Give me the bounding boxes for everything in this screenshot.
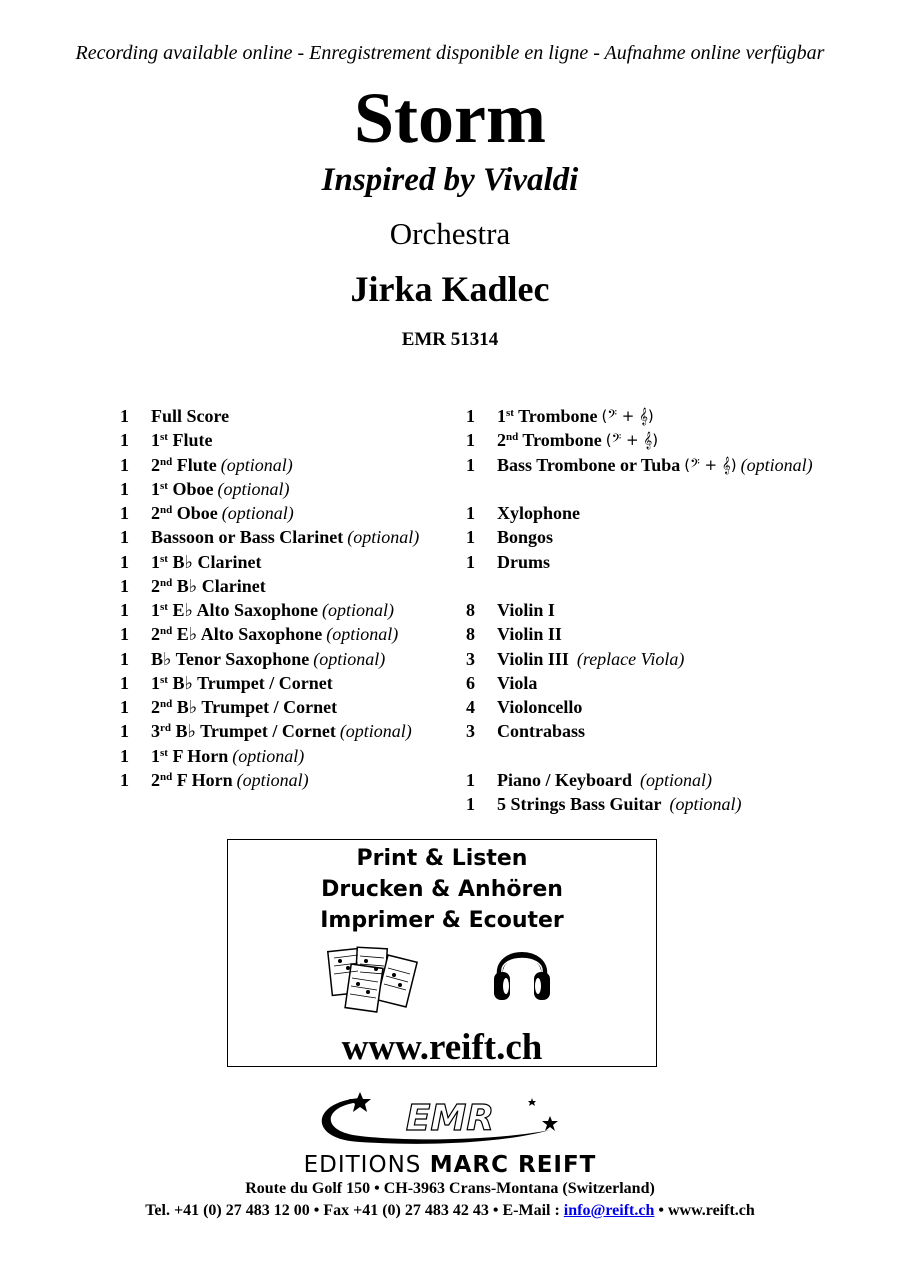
part-label: Contrabass bbox=[497, 721, 586, 742]
part-optional-note: (optional) bbox=[740, 454, 813, 475]
part-name bbox=[497, 501, 580, 525]
part-label: Xylophone bbox=[497, 503, 581, 523]
part-row bbox=[466, 647, 886, 671]
publisher-address: Route du Golf 150 • CH-3963 Crans-Montana (Switzerland) bbox=[245, 1180, 655, 1197]
part-row bbox=[466, 719, 886, 743]
part-label: Flute bbox=[172, 454, 217, 475]
part-quantity: 1 bbox=[466, 430, 475, 451]
publisher-contact bbox=[0, 1202, 900, 1220]
part-row bbox=[120, 647, 460, 671]
part-label: Violin I bbox=[497, 600, 555, 620]
part-label: B♭ Trumpet / Cornet bbox=[172, 697, 338, 717]
publisher-name bbox=[0, 1152, 900, 1178]
part-label: Trombone bbox=[513, 406, 598, 426]
part-optional-note: (optional) bbox=[313, 648, 386, 669]
part-row bbox=[120, 574, 460, 598]
part-quantity: 1 bbox=[120, 648, 129, 669]
part-name bbox=[497, 647, 569, 671]
part-quantity: 1 bbox=[120, 478, 129, 499]
part-optional-note: (optional) bbox=[326, 624, 399, 645]
part-quantity: 1 bbox=[120, 527, 129, 548]
part-label: Violoncello bbox=[497, 697, 583, 717]
part-ordinal-suffix: nd bbox=[160, 770, 173, 783]
part-optional-note: (optional) bbox=[220, 454, 293, 475]
part-name bbox=[151, 671, 333, 695]
part-row bbox=[466, 695, 886, 719]
part-row bbox=[466, 744, 886, 768]
email-link[interactable]: info@reift.ch bbox=[563, 1202, 655, 1219]
recording-note: Recording available online - Enregistrement disponible en ligne - Aufnahme online verfügbar bbox=[75, 42, 825, 64]
part-name bbox=[497, 671, 537, 695]
part-optional-note: (optional) bbox=[669, 794, 742, 814]
part-quantity bbox=[466, 477, 497, 501]
part-ordinal-suffix: st bbox=[160, 673, 168, 686]
part-label: Violin II bbox=[497, 624, 562, 645]
part-ordinal: 1 bbox=[497, 406, 506, 426]
part-row bbox=[120, 768, 460, 792]
part-label: B♭ Clarinet bbox=[172, 575, 266, 596]
part-row bbox=[466, 792, 886, 816]
emr-logo-text: EMR bbox=[405, 1098, 495, 1139]
part-label: Drums bbox=[497, 551, 550, 572]
part-name bbox=[497, 525, 553, 549]
part-name bbox=[497, 622, 562, 646]
part-name bbox=[151, 744, 228, 768]
part-ordinal-suffix: st bbox=[506, 407, 514, 419]
part-ordinal: 1 bbox=[151, 745, 160, 766]
part-quantity bbox=[466, 574, 497, 598]
ensemble: Orchestra bbox=[389, 216, 511, 251]
part-row bbox=[120, 525, 460, 549]
part-name bbox=[151, 719, 336, 743]
part-row bbox=[466, 428, 886, 452]
parts-list-left bbox=[120, 404, 460, 792]
part-label: B♭ Clarinet bbox=[167, 551, 262, 572]
part-optional-note: (optional) bbox=[221, 503, 294, 523]
part-ordinal-suffix: nd bbox=[160, 504, 173, 516]
part-row bbox=[120, 428, 460, 452]
part-label: Violin III bbox=[497, 648, 569, 669]
part-optional-note: (replace Viola) bbox=[576, 648, 685, 669]
part-ordinal: 2 bbox=[151, 697, 160, 717]
part-quantity: 1 bbox=[466, 794, 475, 814]
part-name bbox=[151, 598, 318, 622]
publisher-name-1: EDITIONS bbox=[303, 1152, 430, 1178]
part-row bbox=[466, 453, 886, 477]
part-label: B♭ Trumpet / Cornet bbox=[167, 672, 333, 693]
part-ordinal-suffix: nd bbox=[160, 625, 173, 638]
part-label: 5 Strings Bass Guitar bbox=[497, 794, 662, 814]
subtitle: Inspired by Vivaldi bbox=[321, 162, 579, 198]
part-label: E♭ Alto Saxophone bbox=[172, 624, 323, 645]
part-row bbox=[120, 598, 460, 622]
part-name bbox=[151, 647, 309, 671]
part-label: Piano / Keyboard bbox=[497, 769, 633, 790]
part-name bbox=[151, 501, 218, 525]
part-ordinal-suffix: nd bbox=[160, 455, 173, 468]
part-name bbox=[497, 719, 585, 743]
part-name bbox=[151, 404, 229, 428]
part-label: Full Score bbox=[151, 406, 230, 426]
part-label: F Horn bbox=[172, 769, 233, 790]
part-ordinal: 1 bbox=[151, 672, 160, 693]
part-label: E♭ Alto Saxophone bbox=[167, 600, 318, 620]
part-name bbox=[151, 695, 337, 719]
part-ordinal: 2 bbox=[151, 503, 160, 523]
part-row bbox=[466, 768, 886, 792]
part-row bbox=[120, 744, 460, 768]
part-ordinal-suffix: st bbox=[160, 431, 168, 444]
part-name bbox=[151, 453, 217, 477]
part-row bbox=[120, 477, 460, 501]
part-ordinal-suffix: st bbox=[160, 601, 168, 613]
promo-line-1: Print & Listen bbox=[356, 846, 528, 871]
clef-note: (𝄢 + 𝄞) bbox=[601, 407, 654, 425]
page-title: Storm bbox=[354, 78, 546, 158]
part-quantity: 1 bbox=[120, 406, 129, 426]
part-name bbox=[151, 477, 213, 501]
part-quantity: 3 bbox=[466, 648, 475, 669]
part-quantity: 6 bbox=[466, 672, 475, 693]
part-quantity: 1 bbox=[120, 769, 129, 790]
part-quantity: 1 bbox=[120, 721, 129, 742]
clef-note: (𝄢 + 𝄞) bbox=[684, 455, 737, 474]
part-quantity: 1 bbox=[466, 454, 475, 475]
part-quantity: 1 bbox=[466, 406, 475, 426]
catalog-number: EMR 51314 bbox=[401, 329, 499, 350]
part-name bbox=[497, 550, 550, 574]
part-row bbox=[120, 671, 460, 695]
part-ordinal: 1 bbox=[151, 551, 160, 572]
part-quantity: 8 bbox=[466, 600, 475, 620]
part-ordinal-suffix: st bbox=[160, 552, 168, 565]
part-name bbox=[151, 525, 343, 549]
part-optional-note: (optional) bbox=[217, 478, 290, 499]
part-row bbox=[466, 622, 886, 646]
part-quantity: 3 bbox=[466, 721, 475, 742]
part-name bbox=[497, 453, 680, 477]
part-ordinal: 2 bbox=[151, 575, 160, 596]
part-row bbox=[120, 550, 460, 574]
part-ordinal-suffix: nd bbox=[160, 698, 173, 710]
part-quantity: 1 bbox=[120, 600, 129, 620]
part-ordinal-suffix: rd bbox=[160, 722, 171, 735]
part-quantity: 8 bbox=[466, 624, 475, 645]
part-row bbox=[466, 550, 886, 574]
part-name bbox=[151, 550, 261, 574]
part-name bbox=[497, 598, 555, 622]
part-quantity: 1 bbox=[120, 454, 129, 475]
part-name bbox=[497, 792, 662, 816]
part-quantity: 1 bbox=[120, 624, 129, 645]
part-row bbox=[120, 453, 460, 477]
promo-url[interactable]: www.reift.ch bbox=[341, 1027, 543, 1068]
part-ordinal: 2 bbox=[497, 430, 506, 451]
part-row bbox=[466, 574, 886, 598]
part-optional-note: (optional) bbox=[321, 600, 394, 620]
publisher-name-3: REIFT bbox=[517, 1152, 597, 1178]
part-quantity: 1 bbox=[120, 745, 129, 766]
part-row bbox=[120, 622, 460, 646]
part-optional-note: (optional) bbox=[347, 527, 420, 548]
part-ordinal: 1 bbox=[151, 478, 160, 499]
part-quantity: 1 bbox=[120, 697, 129, 717]
part-ordinal: 1 bbox=[151, 600, 160, 620]
part-quantity: 1 bbox=[466, 551, 475, 572]
part-name bbox=[151, 768, 233, 792]
part-quantity: 1 bbox=[466, 503, 475, 523]
part-optional-note: (optional) bbox=[640, 769, 713, 790]
part-quantity: 1 bbox=[120, 503, 129, 523]
part-row bbox=[466, 598, 886, 622]
part-ordinal: 2 bbox=[151, 769, 160, 790]
part-name bbox=[497, 428, 602, 452]
parts-list-right bbox=[466, 404, 886, 816]
part-label: B♭ Tenor Saxophone bbox=[151, 648, 310, 669]
part-name bbox=[151, 622, 322, 646]
part-name bbox=[151, 574, 266, 598]
part-label: Bass Trombone or Tuba bbox=[497, 454, 681, 475]
part-name bbox=[497, 768, 632, 792]
clef-note: (𝄢 + 𝄞) bbox=[605, 431, 659, 450]
publisher-name-2: MARC bbox=[429, 1152, 518, 1178]
part-quantity: 1 bbox=[120, 551, 129, 572]
part-name bbox=[497, 695, 582, 719]
promo-box bbox=[227, 839, 657, 1067]
part-row bbox=[466, 671, 886, 695]
emr-logo bbox=[300, 1090, 600, 1154]
part-label: Bongos bbox=[497, 527, 554, 548]
part-ordinal: 2 bbox=[151, 454, 160, 475]
part-label: Bassoon or Bass Clarinet bbox=[151, 527, 344, 548]
part-row bbox=[120, 501, 460, 525]
part-label: Oboe bbox=[172, 503, 218, 523]
part-label: B♭ Trumpet / Cornet bbox=[171, 721, 336, 742]
part-label: Trombone bbox=[518, 430, 602, 451]
composer: Jirka Kadlec bbox=[350, 269, 550, 309]
part-row bbox=[466, 404, 886, 428]
part-optional-note: (optional) bbox=[236, 769, 309, 790]
part-quantity: 1 bbox=[466, 769, 475, 790]
contact-suffix: • www.reift.ch bbox=[654, 1202, 755, 1219]
part-quantity: 1 bbox=[120, 575, 129, 596]
part-ordinal: 3 bbox=[151, 721, 160, 742]
part-label: Flute bbox=[167, 430, 213, 451]
part-row bbox=[120, 695, 460, 719]
part-name bbox=[497, 404, 597, 428]
part-quantity: 1 bbox=[466, 527, 475, 548]
part-ordinal-suffix: nd bbox=[160, 576, 173, 589]
headphones-icon bbox=[492, 938, 552, 1004]
part-label: F Horn bbox=[167, 745, 229, 766]
part-row bbox=[466, 525, 886, 549]
part-name bbox=[151, 428, 212, 452]
part-ordinal: 1 bbox=[151, 430, 160, 451]
part-row bbox=[466, 477, 886, 501]
part-label: Oboe bbox=[167, 478, 214, 499]
part-ordinal-suffix: st bbox=[160, 479, 168, 492]
sheet-music-icon bbox=[326, 944, 422, 1014]
part-label: Viola bbox=[497, 672, 538, 693]
part-optional-note: (optional) bbox=[339, 721, 412, 742]
part-row bbox=[120, 404, 460, 428]
contact-prefix: Tel. +41 (0) 27 483 12 00 • Fax +41 (0) 27 483 42 43 • E-Mail : bbox=[145, 1202, 564, 1219]
part-ordinal-suffix: st bbox=[160, 746, 168, 759]
part-row bbox=[466, 501, 886, 525]
part-quantity: 4 bbox=[466, 697, 475, 717]
part-quantity: 1 bbox=[120, 672, 129, 693]
part-quantity: 1 bbox=[120, 430, 129, 451]
part-ordinal: 2 bbox=[151, 624, 160, 645]
part-ordinal-suffix: nd bbox=[506, 431, 519, 444]
part-optional-note: (optional) bbox=[232, 745, 305, 766]
part-quantity bbox=[466, 744, 497, 768]
part-row bbox=[120, 719, 460, 743]
promo-line-2: Drucken & Anhören bbox=[321, 877, 563, 902]
promo-line-3: Imprimer & Ecouter bbox=[320, 908, 564, 933]
